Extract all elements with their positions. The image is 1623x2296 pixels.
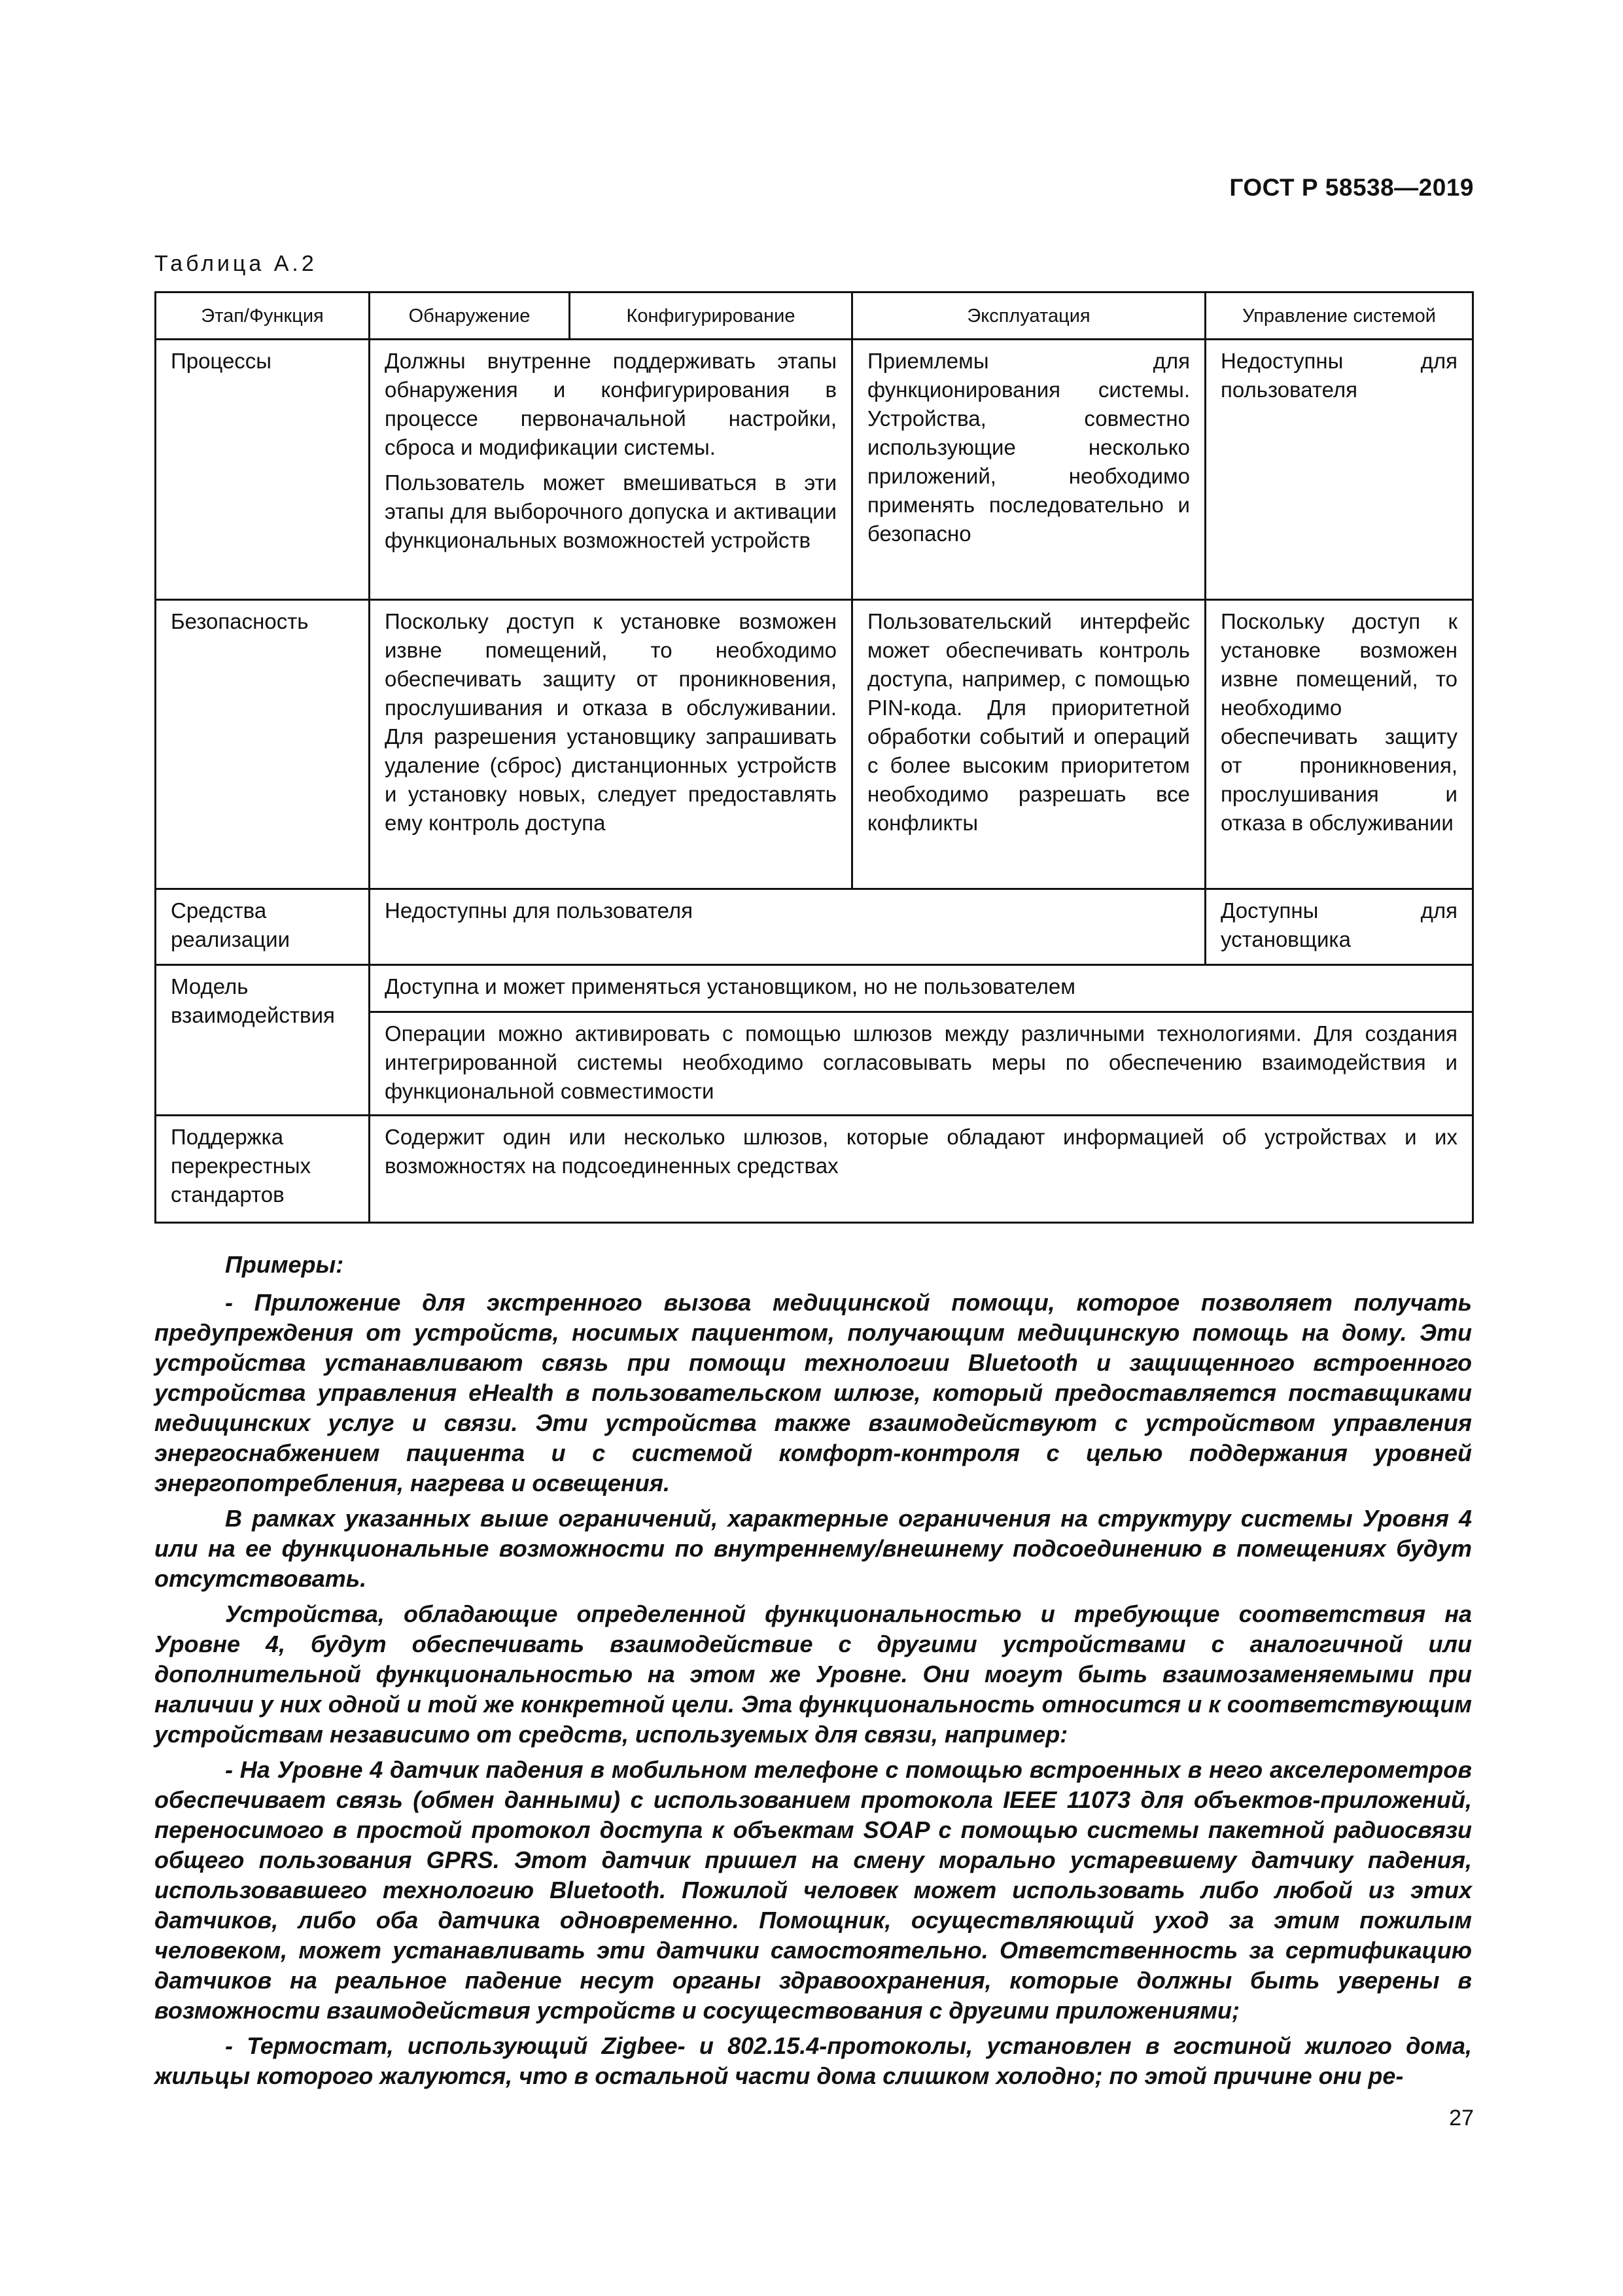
table-row	[156, 889, 1473, 965]
row-label: Модель взаимодействия	[156, 965, 370, 1116]
table-cell: Приемлемы для функционирования системы. Устройства, совместно использующие несколько приложений, необходимо применять последовательно и безопасно	[852, 340, 1206, 600]
example-paragraph: - Термостат, использующий Zigbee- и 802.15.4-протоколы, установлен в гостиной жилого дома, жильцы которого жалуются, что в остальной части дома слишком холодно; по этой причине они ре-	[154, 2032, 1472, 2089]
table-cell: Доступна и может применяться установщиком, но не пользователем	[370, 965, 1473, 1012]
column-header: Конфигурирование	[570, 292, 852, 340]
example-paragraph: - На Уровне 4 датчик падения в мобильном телефоне с помощью встроенных в него акселерометров обеспечивает связь (обмен данными) с использованием протокола IEEE 11073 для объектов-приложений, переносимого в простой протокол доступа к объектам SOAP с помощью системы пакетной радиосвязи общего пользования GPRS. Этот датчик пришел на смену морально устаревшему датчику падения, использовавшего технологию Bluetooth. Пожилой человек может использовать либо любой из этих датчиков, либо оба датчика одновременно. Помощник, осуществляющий уход за этим пожилым человеком, может устанавливать эти датчики самостоятельно. Ответственность за сертификацию датчиков на реальное падение несут органы здравоохранения, которые должны быть уверены в возможности взаимодействия устройств и сосуществования с другими приложениями;	[154, 1756, 1472, 2024]
comparison-table	[154, 291, 1474, 1224]
column-header: Обнаружение	[370, 292, 570, 340]
table-cell: Недоступны для пользователя	[370, 889, 1206, 965]
cell-paragraph: Пользователь может вмешиваться в эти этапы для выборочного допуска и активации функциональных возможностей устройств	[385, 470, 837, 552]
row-label: Средства реализации	[156, 889, 370, 965]
column-header: Управление системой	[1206, 292, 1473, 340]
column-header: Этап/Функция	[156, 292, 370, 340]
standard-number: ГОСТ Р 58538—2019	[1229, 174, 1474, 201]
row-label: Процессы	[156, 340, 370, 600]
table-cell: Содержит один или несколько шлюзов, которые обладают информацией об устройствах и их возможностях на подсоединенных средствах	[370, 1116, 1473, 1223]
table-row	[156, 965, 1473, 1012]
example-paragraph: Устройства, обладающие определенной функциональностью и требующие соответствия на Уровне 4, будут обеспечивать взаимодействие с другими устройствами с аналогичной или дополнительной функциональностью на этом же Уровне. Они могут быть взаимозаменяемыми при наличии у них одной и той же конкретной цели. Эта функциональность относится и к соответствующим устройствам независимо от средств, используемых для связи, например:	[154, 1600, 1472, 1748]
table-cell	[370, 340, 852, 600]
table-caption: Таблица А.2	[154, 251, 317, 276]
table-cell: Поскольку доступ к установке возможен извне помещений, то необходимо обеспечивать защиту от проникновения, прослушивания и отказа в обслуживании	[1206, 600, 1473, 889]
row-label: Безопасность	[156, 600, 370, 889]
example-paragraph: - Приложение для экстренного вызова медицинской помощи, которое позволяет получать предупреждения от устройств, носимых пациентом, получающим медицинскую помощь на дому. Эти устройства устанавливают связь при помощи технологии Bluetooth и защищенного встроенного устройства управления eHealth в пользовательском шлюзе, который предоставляется поставщиками медицинских услуг и связи. Эти устройства также взаимодействуют с устройством управления энергоснабжением пациента и с системой комфорт-контроля с целью поддержания уровней энергопотребления, нагрева и освещения.	[154, 1289, 1472, 1496]
examples-title: Примеры:	[225, 1251, 344, 1278]
table-header-row	[156, 292, 1473, 340]
page-number: 27	[1449, 2106, 1474, 2130]
table-cell: Пользовательский интерфейс может обеспечивать контроль доступа, например, с помощью PIN-кода. Для приоритетной обработки событий и операций с более высоким приоритетом необходимо разрешать все конфликты	[852, 600, 1206, 889]
table-row	[156, 600, 1473, 889]
column-header: Эксплуатация	[852, 292, 1206, 340]
examples-section	[154, 1250, 1472, 2096]
cell-paragraph: Должны внутренне поддерживать этапы обнаружения и конфигурирования в процессе первоначальной настройки, сброса и модификации системы.	[385, 349, 837, 459]
table-cell: Недоступны для пользователя	[1206, 340, 1473, 600]
example-paragraph: В рамках указанных выше ограничений, характерные ограничения на структуру системы Уровня 4 или на ее функциональные возможности по внутреннему/внешнему подсоединению в помещениях будут отсутствовать.	[154, 1505, 1472, 1592]
table-cell: Операции можно активировать с помощью шлюзов между различными технологиями. Для создания интегрированной системы необходимо согласовывать меры по обеспечению взаимодействия и функциональной совместимости	[370, 1012, 1473, 1116]
table-cell: Поскольку доступ к установке возможен извне помещений, то необходимо обеспечивать защиту от проникновения, прослушивания и отказа в обслуживании. Для разрешения установщику запрашивать удаление (сброс) дистанционных устройств и установку новых, следует предоставлять ему контроль доступа	[370, 600, 852, 889]
row-label: Поддержка перекрестных стандартов	[156, 1116, 370, 1223]
table-cell: Доступны для установщика	[1206, 889, 1473, 965]
table-row	[156, 340, 1473, 600]
table-row	[156, 1116, 1473, 1223]
